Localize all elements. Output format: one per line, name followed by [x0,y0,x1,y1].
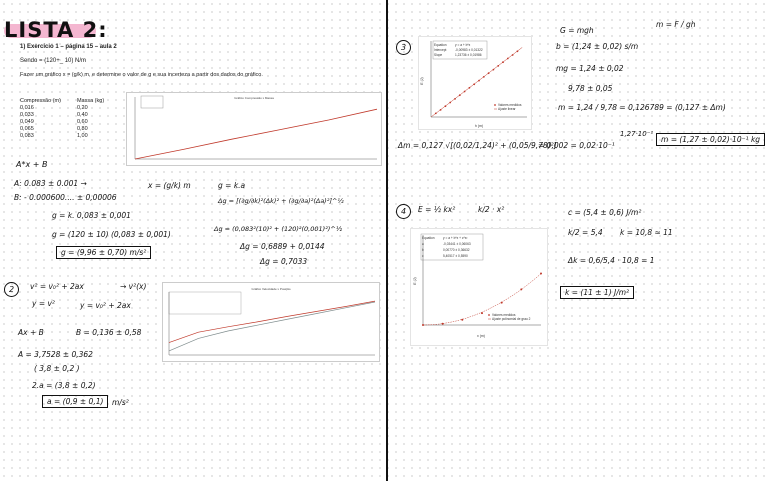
hw-dg-numeric: Δg = (0,083²(10)² + (120)²(0,001)²)^½ [214,225,343,233]
chart-4-point [520,288,522,290]
hw-e-mgh: G = mgh [560,26,594,35]
chart-3-point [502,61,504,63]
ex2-number: 2 [4,282,19,297]
hw-v2-eq: v² = v₀² + 2ax [30,282,84,291]
chart-4-legend-label: Ajuste polinomial de grau 2 [492,317,531,321]
table-cell: 0,60 [76,119,88,125]
hw-a2-value: A = 3,7528 ± 0,362 [18,350,93,359]
chart-1-title: Gráfico Compressão x Massa [234,96,274,100]
hw-m-exp: 1,27·10⁻¹ [620,130,654,138]
hw-k2-x2: k/2 · x² [478,205,505,214]
hw-e-half-kx2: E = ½ kx² [418,205,456,214]
table-cell: 0,80 [76,126,88,132]
hw-dk: Δk = 0,6/5,4 · 10,8 = 1 [568,256,655,265]
hw-y-eq: y = v₀² + 2ax [80,301,131,310]
table-cell: 0,016 [20,105,34,111]
title-block [4,18,108,42]
ex3-number: 3 [396,40,411,55]
chart-3-point [483,76,485,78]
chart-3-point [459,94,461,96]
chart-3-point [493,69,495,71]
chart-3-point [454,98,456,100]
hw-g-ka: g = k.a [218,181,246,190]
ex3-answer-box: m = (1,27 ± 0,02)·10⁻¹ kg [656,133,765,146]
hw-dm-result: = 0,002 = 0,02·10⁻¹ [538,141,615,150]
ex4-answer-box: k = (11 ± 1) J/m² [560,286,634,299]
table-row [20,126,120,133]
chart-3-svg [419,37,531,129]
chart-4-legend-label: Valores medidos [492,313,516,317]
chart-2-title: Gráfico Velocidade x Posição [251,287,291,291]
chart-3-point [488,72,490,74]
chart-3-point [469,87,471,89]
hw-mg: mg = 1,24 ± 0,02 [556,64,624,73]
chart-3-point [507,58,509,60]
chart-4-legend-marker [488,314,490,316]
hw-dg-result: Δg = 0,7033 [260,257,308,266]
table-row [20,119,120,126]
chart-4-point [501,302,503,304]
chart-4-fit-val: -0,03441 ± 0,06063 [443,242,471,246]
chart-1-series-line [135,109,377,159]
hw-b2-value: B = 0,136 ± 0,58 [76,328,142,337]
hw-ax-b-2: Ax + B [18,328,44,337]
chart-4-fit-val: y = a + b*x + c*x² [443,236,468,240]
hw-dm-formula: Δm = 0,127 √[(0,02/1,24)² + (0,05/9,78)²] [398,141,557,150]
chart-2-info-box [169,292,241,314]
hw-g-value: 9,78 ± 0,05 [568,84,613,93]
chart-3-fit-row: Equation [434,43,447,47]
chart-3-point [473,83,475,85]
hw-v2x: → v²(x) [120,282,147,291]
chart-1-svg [127,93,381,165]
chart-1-fit-box [141,96,163,108]
chart-4-xlabel: x (m) [477,334,485,338]
table-row [20,133,120,140]
chart-3-fit-val: -0,00983 ± 0,01322 [455,48,483,52]
table-cell: 0,049 [20,119,34,125]
chart-3-point [445,105,447,107]
hw-dg-formula: Δg = [(∂g/∂k)²(Δk)² + (∂g/∂a)²(Δa)²]^½ [218,197,344,205]
ex1-heading: 1) Exercício 1 – página 15 – aula 2 [20,44,117,50]
chart-2-svg [163,283,379,361]
chart-3-legend-label: Valores medidos [498,103,522,107]
ex1-answer-box: g = (9,96 ± 0,70) m/s² [56,246,151,259]
chart-4-fit-val: 0,00770 ± 0,36632 [443,248,470,252]
chart-3-legend-label: Ajuste linear [498,107,516,111]
hw-k-value: k = 10,8 ≈ 11 [620,228,673,237]
chart-velocidade-posicao [162,282,380,362]
chart-3-point [497,65,499,67]
hw-a-value: A: 0.083 ± 0.001 → [14,179,87,188]
chart-3-point [435,113,437,115]
table-cell: 0,20 [76,105,88,111]
hw-y-v2: y = v² [32,299,55,308]
hw-c-value: c = (5,4 ± 0,6) J/m² [568,208,642,217]
chart-3-point [512,54,514,56]
hw-b-value: B: - 0.000600.... ± 0,00006 [14,193,117,202]
hw-dg-sum: Δg = 0,6889 + 0,0144 [240,242,325,251]
ex2-answer-box: a = (0,9 ± 0,1) [42,395,108,408]
chart-4-point [422,324,424,326]
table-cell: 0,065 [20,126,34,132]
table-row [20,105,120,112]
chart-energy-height [418,36,532,130]
chart-4-point [442,323,444,325]
chart-3-fit-val: y = a + b*x [455,43,471,47]
hw-x-formula: x = (g/k) m [148,181,191,190]
chart-4-svg [411,229,547,345]
chart-3-legend-marker [494,104,496,106]
hw-g-product: g = (120 ± 10) (0,083 ± 0,001) [52,230,171,239]
hw-a2-round: ( 3,8 ± 0,2 ) [34,364,80,373]
ex2-answer-unit: m/s² [112,398,129,407]
hw-g-k-a: g = k. 0,083 ± 0,001 [52,211,131,220]
chart-3-point [517,50,519,52]
hw-b3-value: b = (1,24 ± 0,02) s/m [556,42,639,51]
chart-3-point [449,102,451,104]
hw-m-f-gh: m = F / gh [656,20,696,29]
chart-energy-compression [410,228,548,346]
ex1-sendo: Sendo = (120+_ 10) N/m [20,58,87,64]
page-title: LISTA 2: [4,18,108,42]
hw-k2-val: k/2 = 5,4 [568,228,603,237]
chart-3-fit-row: Intercept [434,48,447,52]
table-row [20,112,120,119]
ex4-number: 4 [396,204,411,219]
table-col-header: Massa (kg) [76,98,105,104]
chart-3-point [478,80,480,82]
chart-3-point [440,109,442,111]
chart-3-ylabel: E (J) [420,77,424,85]
data-table [20,98,120,140]
chart-4-ylabel: E (J) [413,277,417,285]
hw-ax-b: A*x + B [16,160,48,169]
chart-compressao-massa [126,92,382,166]
chart-4-fit-row: Equation [422,236,435,240]
chart-3-fit-val: 1,23736 ± 0,01986 [455,53,482,57]
table-col-header: Compressão (m) [20,98,61,104]
chart-3-fit-row: Slope [434,53,443,57]
chart-4-fit-val: 5,40517 ± 0,5590 [443,254,468,258]
chart-3-point [464,91,466,93]
chart-3-xlabel: h (m) [474,124,484,128]
hw-m-calc: m = 1,24 / 9,78 = 0,126789 = (0,127 ± Δm) [558,103,726,112]
table-header [20,98,120,105]
hw-2a: 2.a = (3,8 ± 0,2) [32,381,96,390]
table-cell: 1,00 [76,133,88,139]
chart-4-point [540,273,542,275]
ex1-instructions: Fazer um gráfico x = (g/k) m, e determine o valor de g e sua incerteza a partir dos dados do gráfico. [20,72,263,78]
table-cell: 0,40 [76,112,88,118]
table-cell: 0,083 [20,133,34,139]
chart-4-point [461,319,463,321]
table-cell: 0,033 [20,112,34,118]
chart-4-point [481,312,483,314]
page-divider [386,0,388,481]
